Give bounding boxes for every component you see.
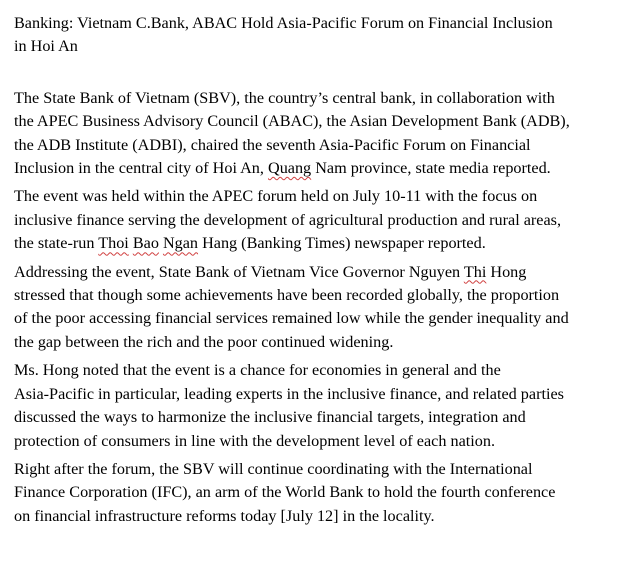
paragraph-2 — [14, 185, 633, 255]
spellcheck-word: Ngan — [162, 234, 199, 253]
paragraph-line: the state-run Thoi Bao Ngan Hang (Banking Times) newspaper reported. — [14, 234, 486, 253]
paragraph-line: Inclusion in the central city of Hoi An, Quang Nam province, state media reported. — [14, 159, 551, 178]
paragraph-3 — [14, 261, 633, 355]
paragraph-line: the gap between the rich and the poor continued widening. — [14, 332, 394, 351]
paragraph-line: on financial infrastructure reforms today [July 12] in the locality. — [14, 506, 435, 525]
paragraph-5 — [14, 458, 633, 528]
article-body — [14, 87, 633, 528]
article-title — [14, 12, 624, 59]
title-line: in Hoi An — [14, 37, 78, 56]
spellcheck-word: Thoi — [98, 234, 129, 253]
paragraph-line: of the poor accessing financial services remained low while the gender inequality and — [14, 309, 569, 328]
paragraph-line: Ms. Hong noted that the event is a chance for economies in general and the — [14, 361, 501, 380]
paragraph-line: discussed the ways to harmonize the inclusive financial targets, integration and — [14, 408, 526, 427]
paragraph-1 — [14, 87, 633, 181]
paragraph-4 — [14, 359, 633, 453]
spellcheck-word: Thi — [463, 262, 487, 281]
paragraph-line: The event was held within the APEC forum held on July 10-11 with the focus on — [14, 187, 538, 206]
title-line: Banking: Vietnam C.Bank, ABAC Hold Asia-Pacific Forum on Financial Inclusion — [14, 14, 553, 32]
paragraph-line: inclusive finance serving the development of agricultural production and rural areas, — [14, 210, 562, 229]
paragraph-line: stressed that though some achievements have been recorded globally, the proportion — [14, 286, 560, 305]
paragraph-line: The State Bank of Vietnam (SBV), the country’s central bank, in collaboration with — [14, 88, 555, 107]
spellcheck-word: Bao — [132, 234, 159, 253]
paragraph-line: the APEC Business Advisory Council (ABAC), the Asian Development Bank (ADB), — [14, 112, 570, 131]
paragraph-line: Addressing the event, State Bank of Vietnam Vice Governor Nguyen Thi Hong — [14, 262, 527, 281]
paragraph-line: Asia-Pacific in particular, leading experts in the inclusive finance, and related parties — [14, 384, 564, 403]
paragraph-line: protection of consumers in line with the development level of each nation. — [14, 431, 495, 450]
paragraph-line: Finance Corporation (IFC), an arm of the World Bank to hold the fourth conference — [14, 483, 556, 502]
paragraph-line: the ADB Institute (ADBI), chaired the seventh Asia-Pacific Forum on Financial — [14, 135, 531, 154]
paragraph-line: Right after the forum, the SBV will continue coordinating with the International — [14, 459, 533, 478]
spellcheck-word: Quang — [268, 159, 312, 178]
